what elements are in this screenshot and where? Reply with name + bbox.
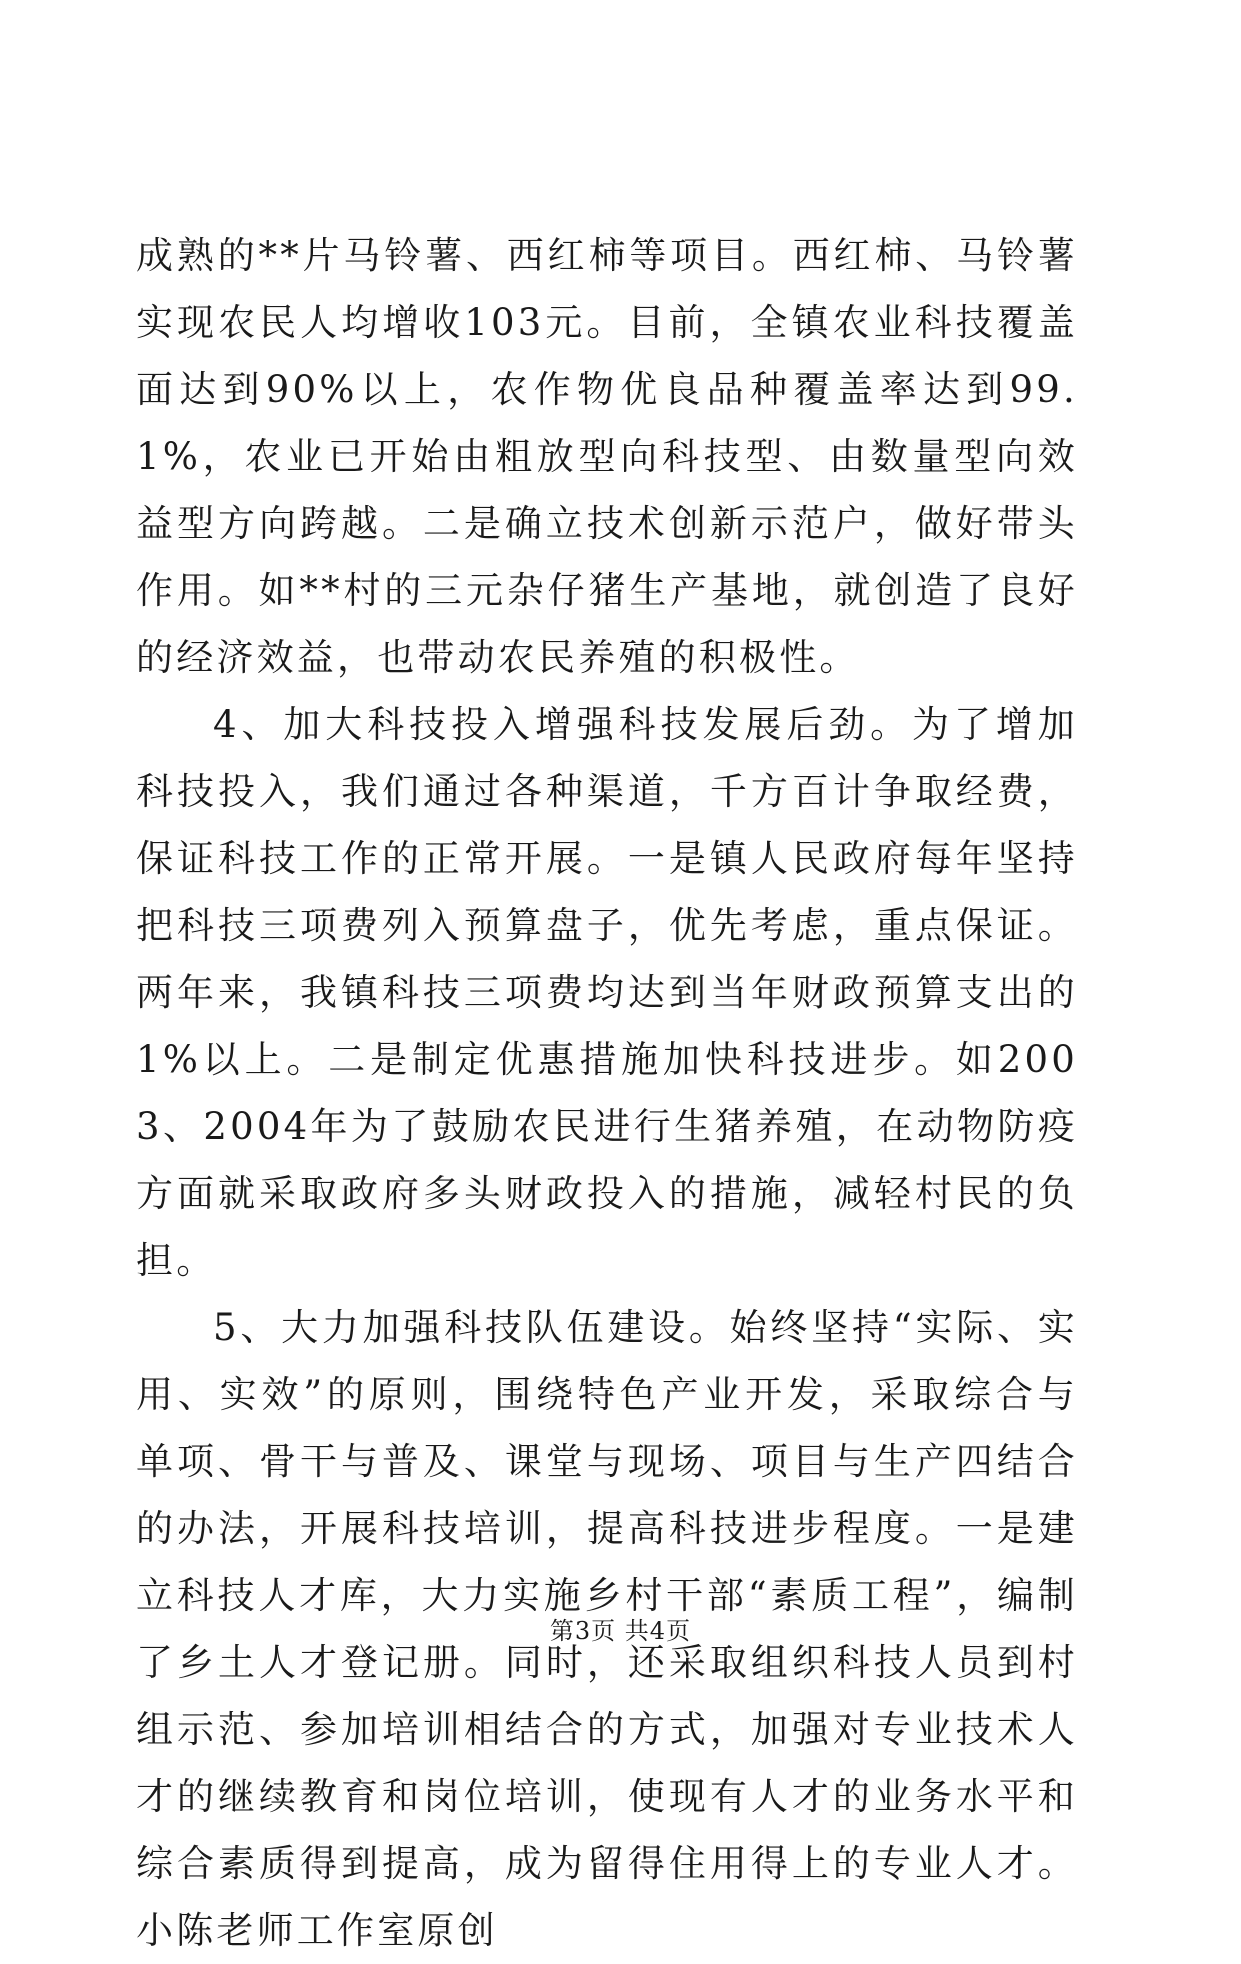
paragraph-section-4: 4、加大科技投入增强科技发展后劲。为了增加科技投入，我们通过各种渠道，千方百计争取经费，保证科技工作的正常开展。一是镇人民政府每年坚持把科技三项费列入预算盘子，优先考虑，重点保证。两年来，我镇科技三项费均达到当年财政预算支出的1%以上。二是制定优惠措施加快科技进步。如2003、2004年为了鼓励农民进行生猪养殖，在动物防疫方面就采取政府多头财政投入的措施，减轻村民的负担。 — [136, 703, 1078, 1282]
paragraph-section-5: 5、大力加强科技队伍建设。始终坚持“实际、实用、实效”的原则，围绕特色产业开发，采取综合与单项、骨干与普及、课堂与现场、项目与生产四结合的办法，开展科技培训，提高科技进步程度。一是建立科技人才库，大力实施乡村干部“素质工程”，编制了乡土人才登记册。同时，还采取组织科技人员到村组示范、参加培训相结合的方式，加强对专业技术人才的继续教育和岗位培训，使现有人才的业务水平和综合素质得到提高，成为留得住用得上的专业人才。小陈老师工作室原创 — [136, 1306, 1078, 1952]
document-body — [136, 222, 1078, 1964]
paragraph-continuation: 成熟的**片马铃薯、西红柿等项目。西红柿、马铃薯实现农民人均增收103元。目前，全镇农业科技覆盖面达到90%以上，农作物优良品种覆盖率达到99.1%，农业已开始由粗放型向科技型、由数量型向效益型方向跨越。二是确立技术创新示范户，做好带头作用。如**村的三元杂仔猪生产基地，就创造了良好的经济效益，也带动农民养殖的积极性。 — [136, 234, 1078, 679]
page-number-footer: 第3页 共4页 — [549, 1617, 692, 1645]
